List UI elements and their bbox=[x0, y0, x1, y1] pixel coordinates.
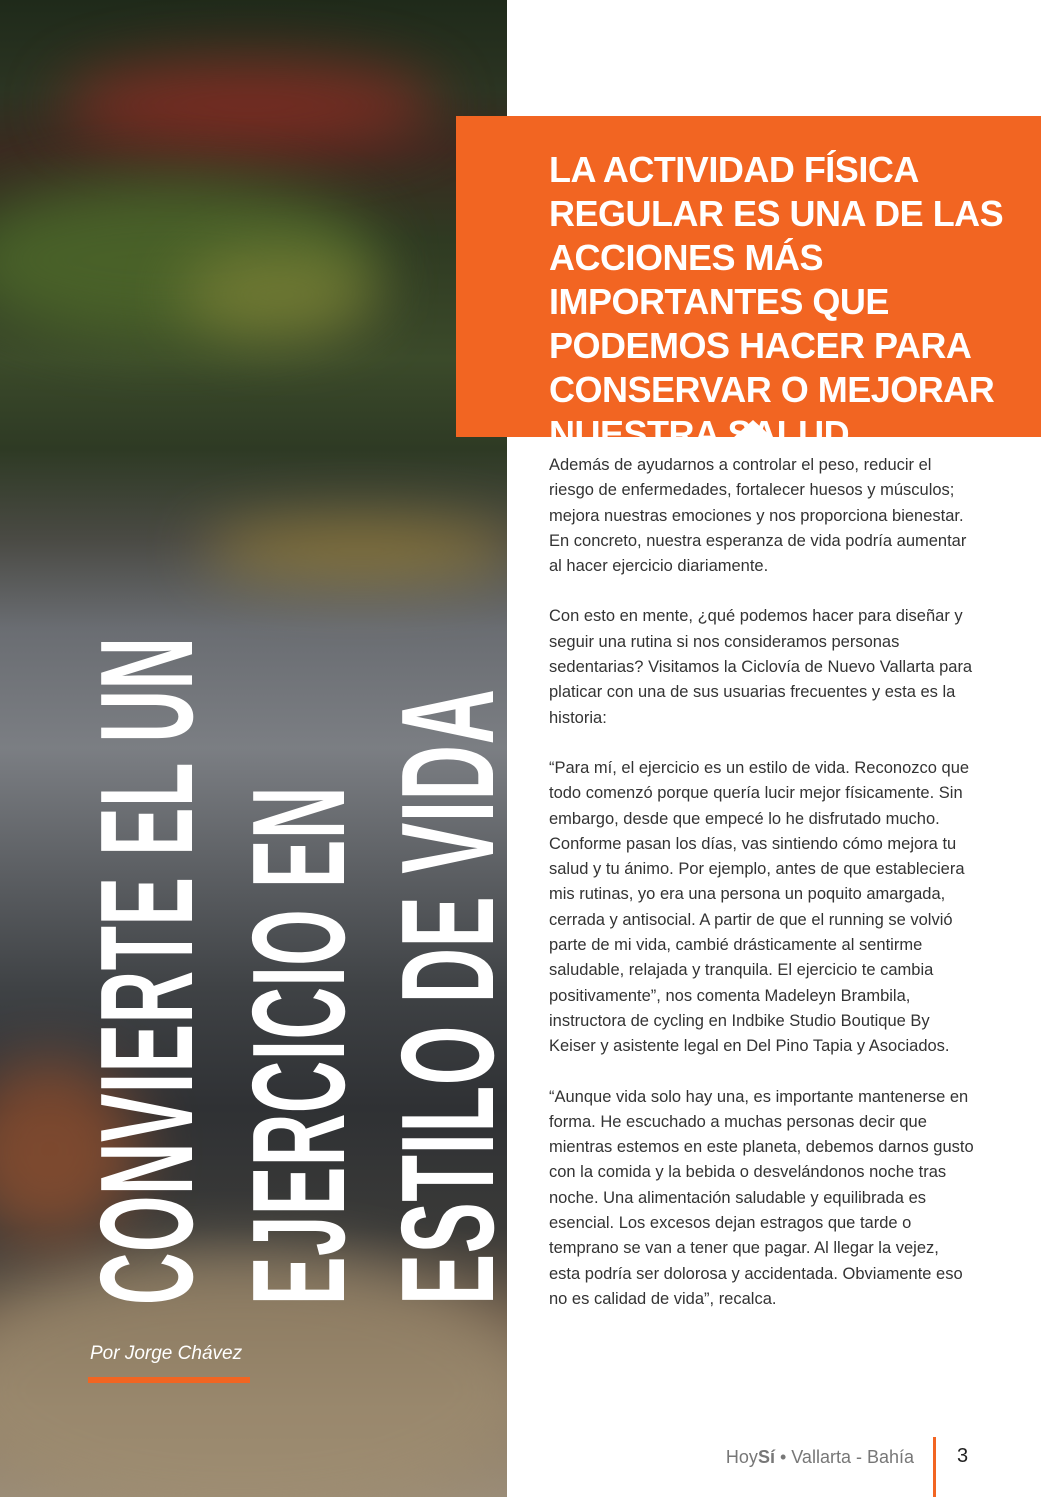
headline-line-1: CONVIERTE EL UN bbox=[73, 636, 220, 1305]
paragraph: “Para mí, el ejercicio es un estilo de vida. Reconozco que todo comenzó porque quería lucir mejor físicamente. Sin embargo, desde que empecé lo he disfrutado mucho. Conforme pasan los días, vas sintiendo cómo mejora tu salud y tu ánimo. Por ejemplo, antes de que estableciera mis rutinas, yo era una persona un poquito amargada, cerrada y antisocial. A partir de que el running se volvió parte de mi vida, cambié drásticamente al sentirme saludable, relajada y tranquila. El ejercicio te cambia positivamente”, nos comenta Madeleyn Brambila, instructora de cycling en Indbike Studio Boutique By Keiser y asistente legal en Del Pino Tapia y Asociados. bbox=[549, 758, 970, 1056]
paragraph: Además de ayudarnos a controlar el peso, reducir el riesgo de enfermedades, fortalecer huesos y músculos; mejora nuestras emociones y nos proporciona bienestar. En concreto, nuestra esperanza de vida podría aumentar al hacer ejercicio diariamente. bbox=[549, 456, 967, 576]
byline: Por Jorge Chávez bbox=[90, 1343, 243, 1364]
paragraph: “Aunque vida solo hay una, es importante mantenerse en forma. He escuchado a muchas personas decir que mientras estemos en este planeta, debemos darnos gusto con la comida y la bebida o desvelándonos noche tras noche. Una alimentación saludable y equilibrada es esencial. Los excesos dejan estragos que tarde o temprano se van a tener que pagar. Al llegar la vejez, esta podría ser dolorosa y accidentada. Obviamente eso no es calidad de vida”, recalca. bbox=[549, 1087, 974, 1308]
callout-notch bbox=[733, 420, 773, 438]
footer-rule bbox=[933, 1437, 936, 1497]
footer-publication bbox=[726, 1447, 914, 1468]
footer-separator: • bbox=[774, 1447, 792, 1467]
page-number: 3 bbox=[957, 1445, 969, 1467]
article-body bbox=[549, 453, 974, 1337]
callout-box bbox=[456, 116, 1041, 454]
footer-brand-prefix: Hoy bbox=[725, 1447, 758, 1467]
byline-rule bbox=[88, 1377, 250, 1383]
paragraph: Con esto en mente, ¿qué podemos hacer para diseñar y seguir una rutina si nos consideramos personas sedentarias? Visitamos la Ciclovía de Nuevo Vallarta para platicar con una de sus usuarias frecuentes y esta es la historia: bbox=[549, 607, 973, 727]
headline-line-2: EJERCICIO EN bbox=[225, 786, 372, 1305]
footer-brand-bold: Sí bbox=[757, 1447, 775, 1467]
headline-line-3: ESTILO DE VIDA bbox=[374, 688, 521, 1305]
callout-text: LA ACTIVIDAD FÍSICA REGULAR ES UNA DE LAS ACCIONES MÁS IMPORTANTES QUE PODEMOS HACER PARA CONSERVAR O MEJORAR NUESTRA SALUD. bbox=[549, 149, 1004, 454]
footer-location: Vallarta - Bahía bbox=[791, 1447, 914, 1467]
